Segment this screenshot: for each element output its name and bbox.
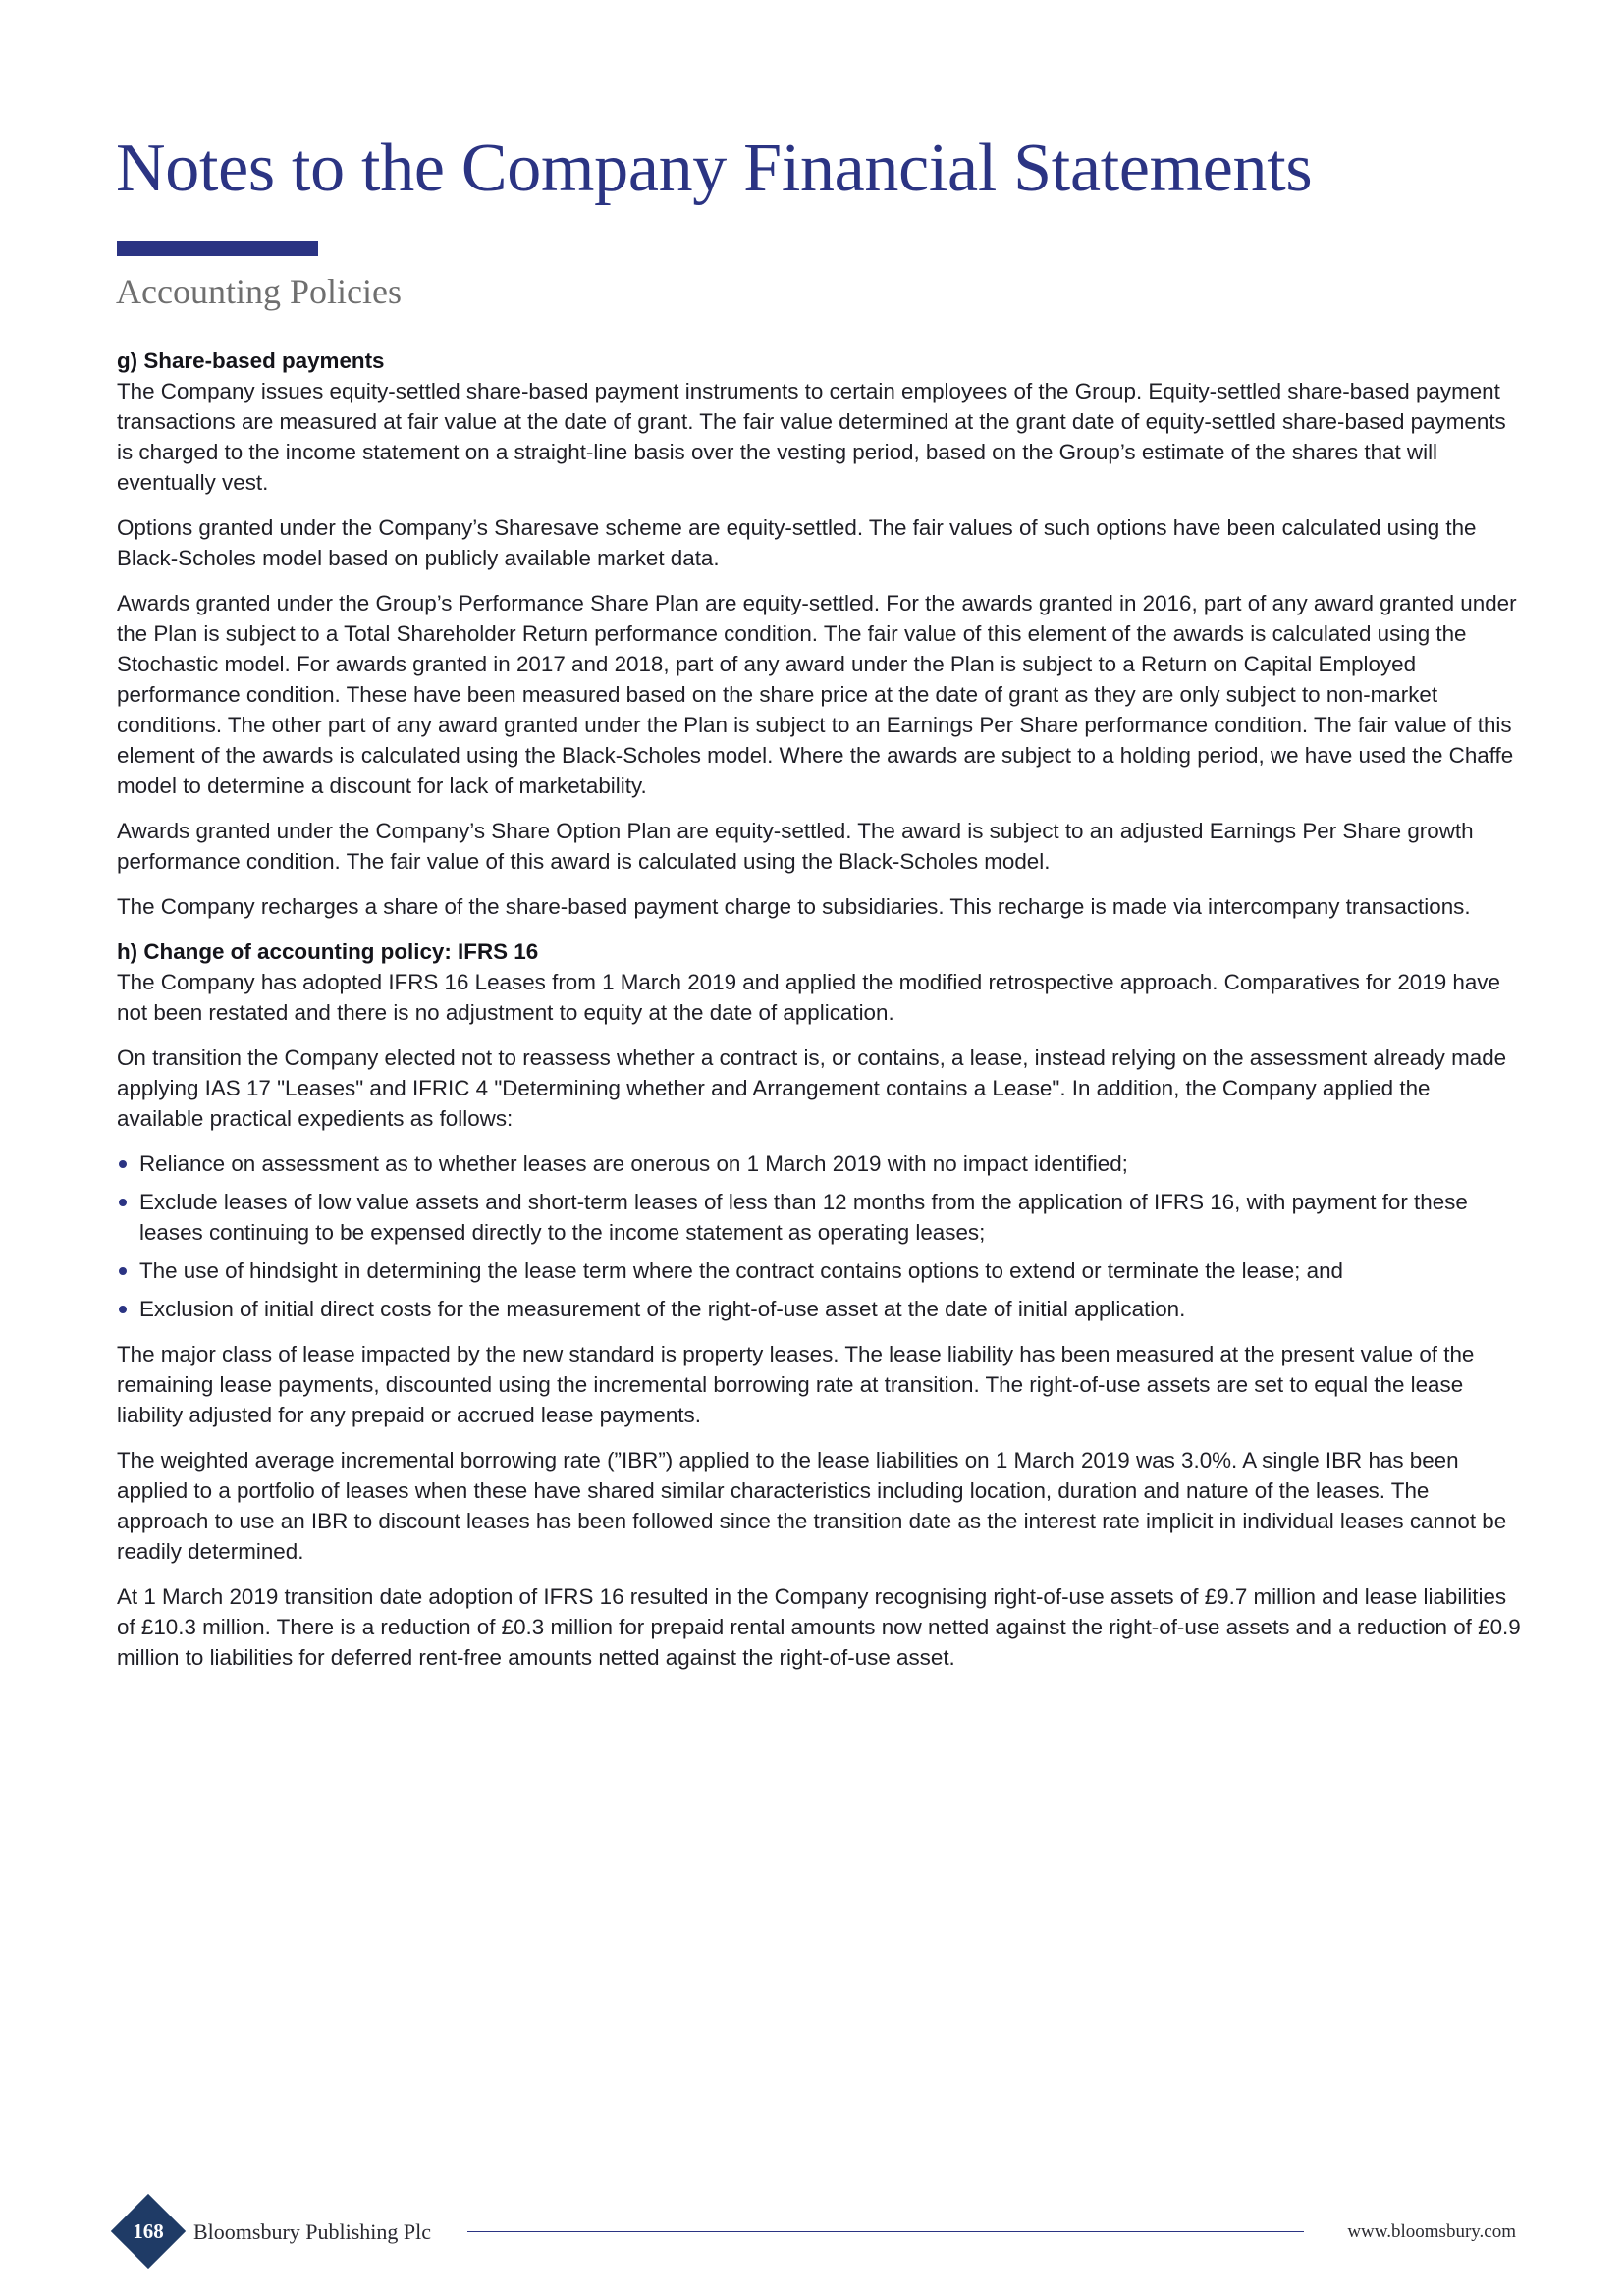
paragraph: The Company issues equity-settled share-based payment instruments to certain employees of the Group. Equity-settled share-based payment transactions are measured at fair value at the date of grant. The fair value determined at the grant date of equity-settled share-based payments is charged to the income statement on a straight-line basis over the vesting period, based on the Group’s estimate of the shares that will eventually vest. (117, 379, 1506, 495)
section-ifrs16 (117, 936, 1523, 1673)
section-g-heading: g) Share-based payments (117, 348, 385, 373)
bullet-icon (119, 1306, 127, 1313)
paragraph: The Company has adopted IFRS 16 Leases from 1 March 2019 and applied the modified retrospective approach. Comparatives for 2019 have not been restated and there is no adjustment to equity at the date of application. (117, 970, 1500, 1025)
list-item-text: Exclusion of initial direct costs for the measurement of the right-of-use asset at the date of initial application. (139, 1297, 1186, 1321)
list-item-text: Reliance on assessment as to whether leases are onerous on 1 March 2019 with no impact identified; (139, 1151, 1128, 1176)
list-item (117, 1148, 1523, 1179)
footer-divider (467, 2231, 1304, 2232)
list-item-text: Exclude leases of low value assets and short-term leases of less than 12 months from the application of IFRS 16, with payment for these leases continuing to be expensed directly to the income statement as operating leases; (139, 1190, 1468, 1245)
paragraph: The major class of lease impacted by the new standard is property leases. The lease liability has been measured at the present value of the remaining lease payments, discounted using the incremental borrowing rate at transition. The right-of-use assets are set to equal the lease liability adjusted for any prepaid or accrued lease payments. (117, 1342, 1475, 1427)
notes-body (117, 346, 1523, 1687)
title-underline-bar (117, 241, 318, 256)
list-item (117, 1294, 1523, 1324)
footer-website-link[interactable]: www.bloomsbury.com (1347, 2221, 1516, 2242)
paragraph: At 1 March 2019 transition date adoption of IFRS 16 resulted in the Company recognising right-of-use assets of £9.7 million and lease liabilities of £10.3 million. There is a reduction of £0.3 million for prepaid rental amounts now netted against the right-of-use assets and a reduction of £0.9 million to liabilities for deferred rent-free amounts netted against the right-of-use asset. (117, 1584, 1521, 1670)
paragraph: Awards granted under the Company’s Share Option Plan are equity-settled. The award is subject to an adjusted Earnings Per Share growth performance condition. The fair value of this award is calculated using the Black-Scholes model. (117, 819, 1474, 874)
paragraph: On transition the Company elected not to reassess whether a contract is, or contains, a lease, instead relying on the assessment already made applying IAS 17 "Leases" and IFRIC 4 "Determining whether and Arrangement contains a Lease". In addition, the Company applied the available practical expedients as follows: (117, 1045, 1507, 1131)
section-subtitle: Accounting Policies (116, 272, 402, 311)
list-item-text: The use of hindsight in determining the lease term where the contract contains options to extend or terminate the lease; and (139, 1258, 1343, 1283)
paragraph: Options granted under the Company’s Sharesave scheme are equity-settled. The fair values of such options have been calculated using the Black-Scholes model based on publicly available market data. (117, 515, 1477, 570)
page-number: 168 (133, 2219, 164, 2243)
bullet-icon (119, 1267, 127, 1275)
footer-company-name: Bloomsbury Publishing Plc (193, 2219, 432, 2244)
bullet-icon (119, 1160, 127, 1168)
section-share-based-payments (117, 346, 1523, 922)
list-item (117, 1187, 1523, 1248)
paragraph: Awards granted under the Group’s Performance Share Plan are equity-settled. For the awards granted in 2016, part of any award granted under the Plan is subject to a Total Shareholder Return performance condition. The fair value of this element of the awards is calculated using the Stochastic model. For awards granted in 2017 and 2018, part of any award under the Plan is subject to a Return on Capital Employed performance condition. These have been measured based on the share price at the date of grant as they are only subject to non-market conditions. The other part of any award granted under the Plan is subject to an Earnings Per Share performance condition. The fair value of this element of the awards is calculated using the Black-Scholes model. Where the awards are subject to a holding period, we have used the Chaffe model to determine a discount for lack of marketability. (117, 591, 1517, 798)
page-title: Notes to the Company Financial Statements (116, 131, 1313, 206)
bullet-icon (119, 1199, 127, 1206)
list-item (117, 1255, 1523, 1286)
page-footer (0, 2199, 1624, 2277)
paragraph: The Company recharges a share of the share-based payment charge to subsidiaries. This recharge is made via intercompany transactions. (117, 894, 1471, 919)
practical-expedients-list (117, 1148, 1523, 1324)
paragraph: The weighted average incremental borrowing rate (”IBR”) applied to the lease liabilities on 1 March 2019 was 3.0%. A single IBR has been applied to a portfolio of leases when these have shared similar characteristics including location, duration and nature of the leases. The approach to use an IBR to discount leases has been followed since the transition date as the interest rate implicit in individual leases cannot be readily determined. (117, 1448, 1507, 1564)
section-h-heading: h) Change of accounting policy: IFRS 16 (117, 939, 539, 964)
